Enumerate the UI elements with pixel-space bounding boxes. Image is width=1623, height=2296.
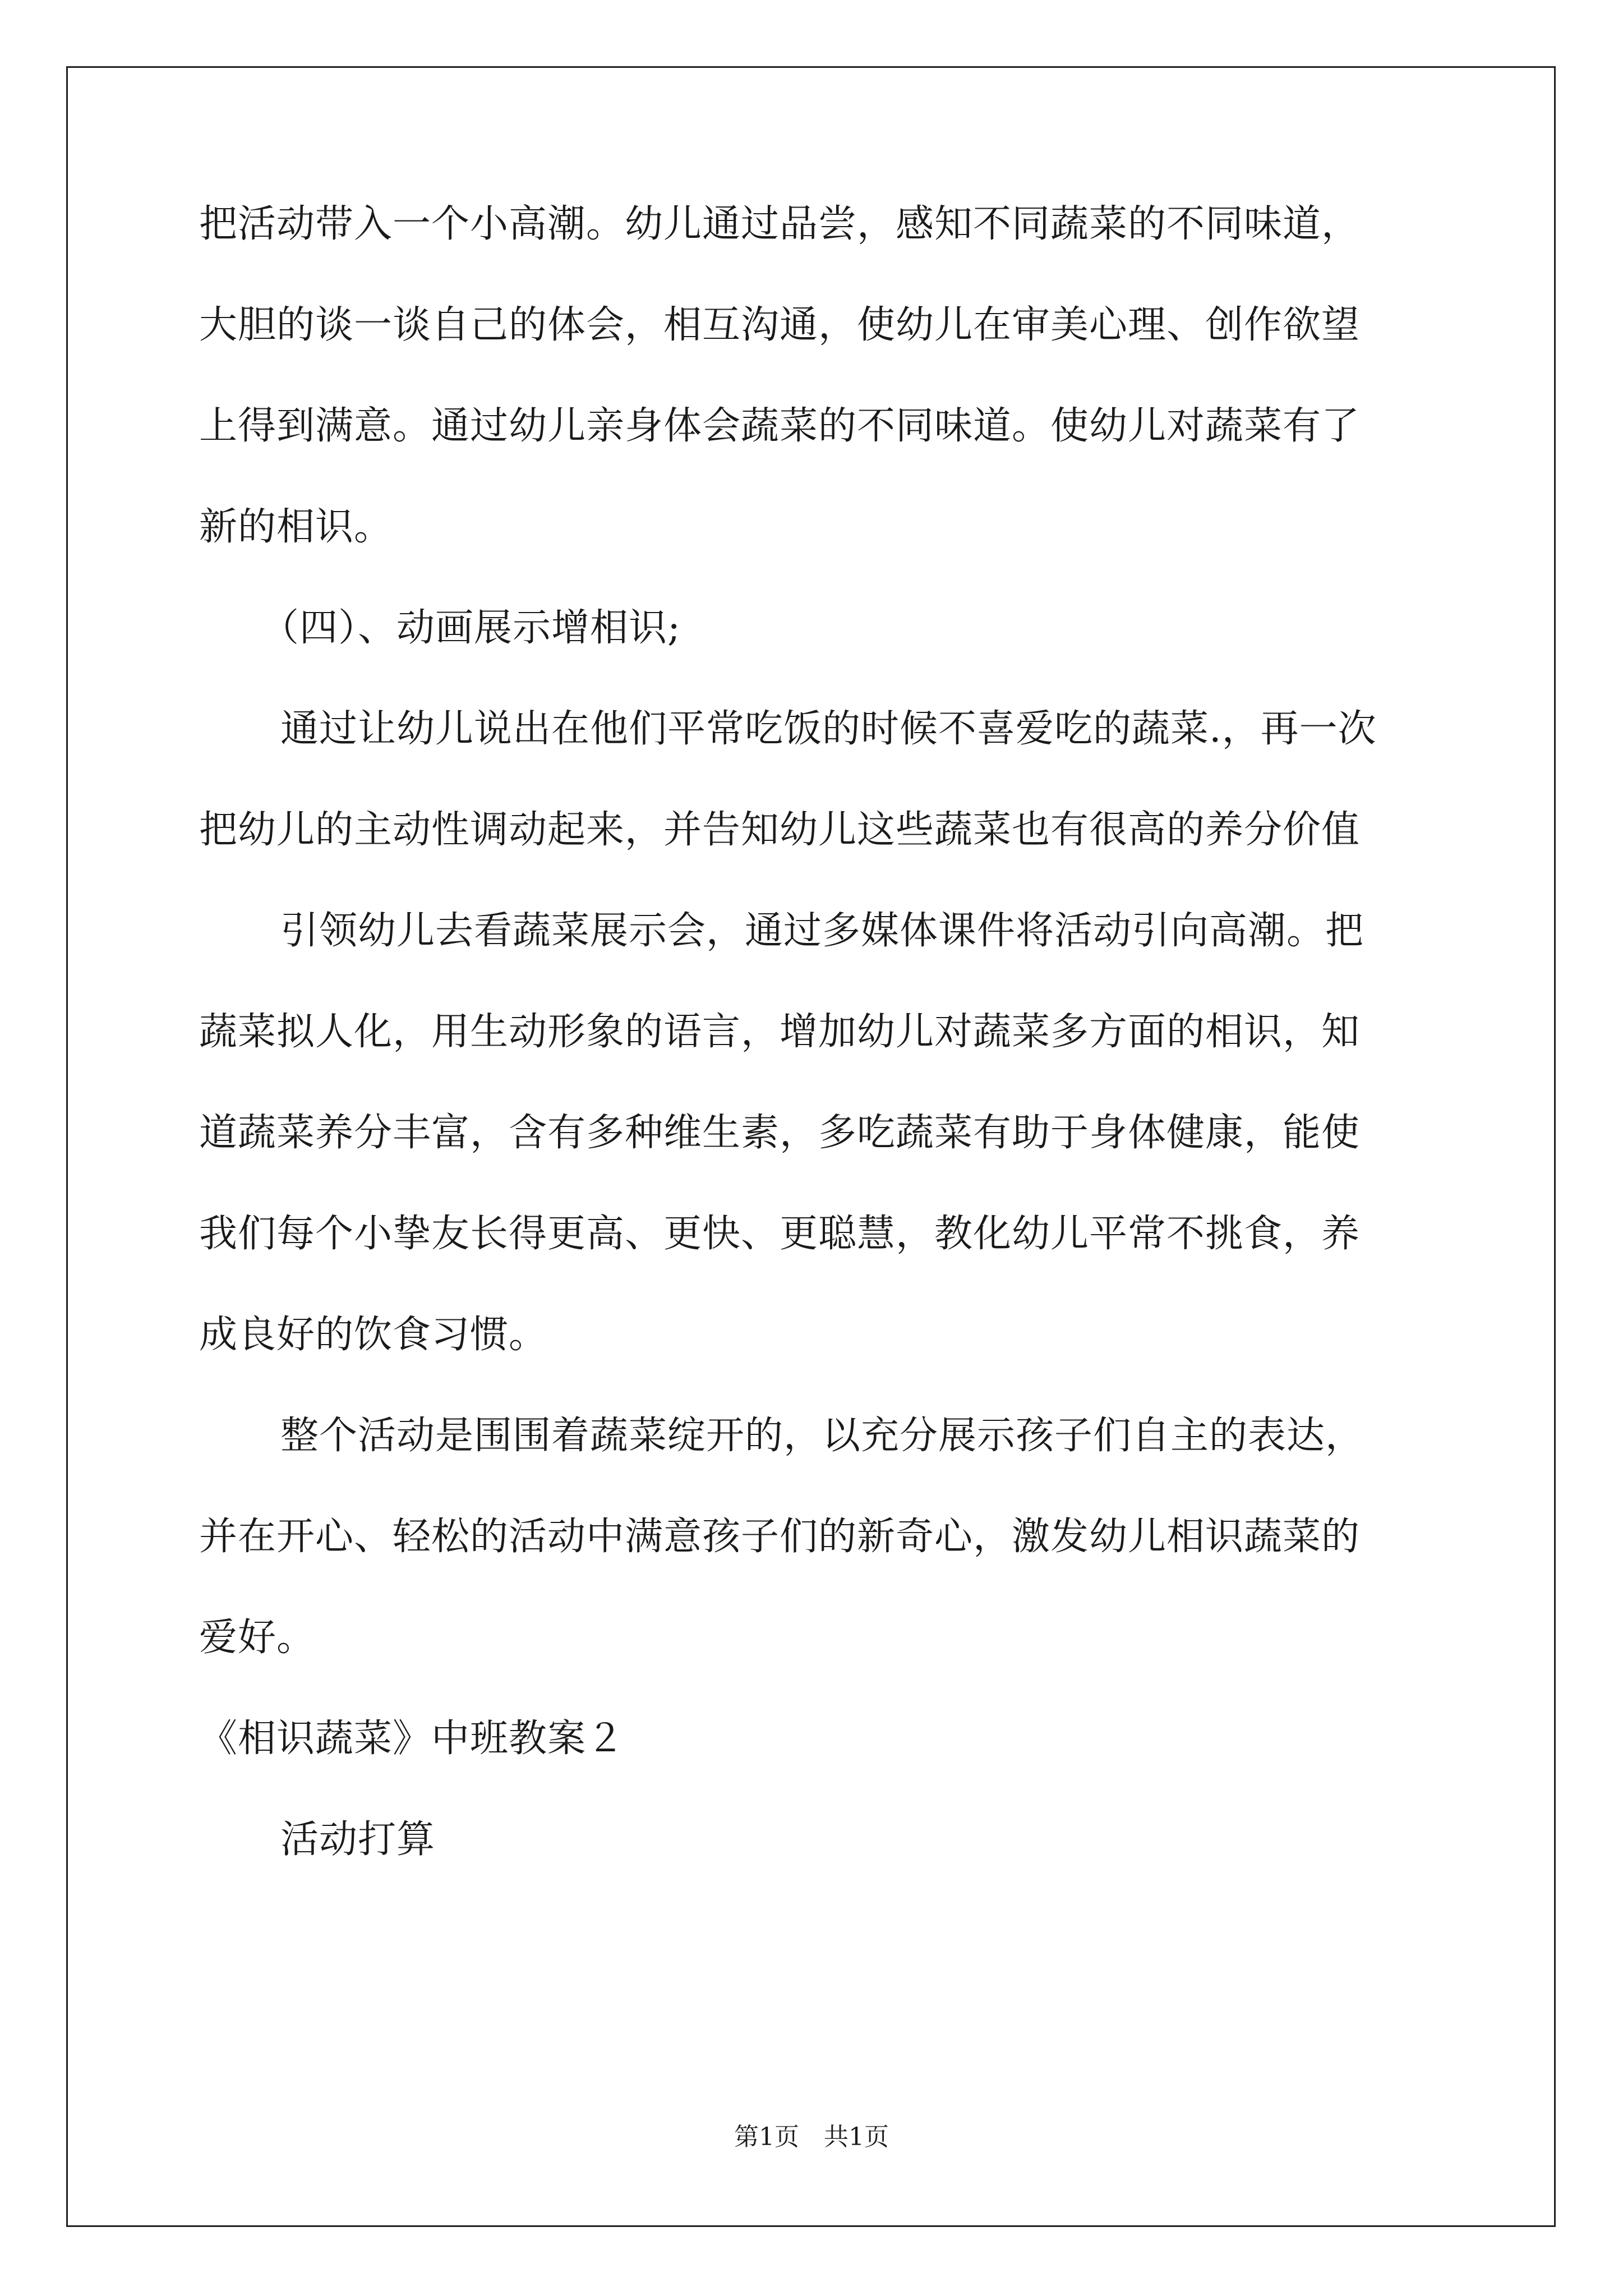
paragraph-start: 通过让幼儿说出在他们平常吃饭的时候不喜爱吃的蔬菜.，再一次 bbox=[280, 707, 1377, 751]
text-line: 新的相识。 bbox=[199, 505, 393, 549]
text-line: 蔬菜拟人化，用生动形象的语言，增加幼儿对蔬菜多方面的相识，知 bbox=[199, 1010, 1361, 1054]
text-line: 爱好。 bbox=[199, 1616, 316, 1660]
text-line: 道蔬菜养分丰富，含有多种维生素，多吃蔬菜有助于身体健康，能使 bbox=[199, 1111, 1361, 1155]
section-heading: 活动打算 bbox=[280, 1818, 436, 1862]
paragraph-start: 整个活动是围围着蔬菜绽开的，以充分展示孩子们自主的表达， bbox=[280, 1414, 1364, 1458]
text-line: 成良好的饮食习惯。 bbox=[199, 1313, 548, 1357]
text-line: 上得到满意。通过幼儿亲身体会蔬菜的不同味道。使幼儿对蔬菜有了 bbox=[199, 404, 1361, 448]
text-line: 把活动带入一个小高潮。幼儿通过品尝，感知不同蔬菜的不同味道， bbox=[199, 202, 1361, 246]
paragraph-start: 引领幼儿去看蔬菜展示会，通过多媒体课件将活动引向高潮。把 bbox=[280, 909, 1364, 953]
document-title: 《相识蔬菜》中班教案２ bbox=[199, 1717, 625, 1761]
text-line: 并在开心、轻松的活动中满意孩子们的新奇心，激发幼儿相识蔬菜的 bbox=[199, 1515, 1361, 1559]
section-heading: （四）、动画展示增相识; bbox=[261, 606, 681, 650]
text-line: 大胆的谈一谈自己的体会，相互沟通，使幼儿在审美心理、创作欲望 bbox=[199, 303, 1361, 347]
text-line: 把幼儿的主动性调动起来，并告知幼儿这些蔬菜也有很高的养分价值 bbox=[199, 808, 1361, 852]
text-line: 我们每个小挚友长得更高、更快、更聪慧，教化幼儿平常不挑食，养 bbox=[199, 1212, 1361, 1256]
page-number: 第1页 共1页 bbox=[734, 2123, 889, 2151]
